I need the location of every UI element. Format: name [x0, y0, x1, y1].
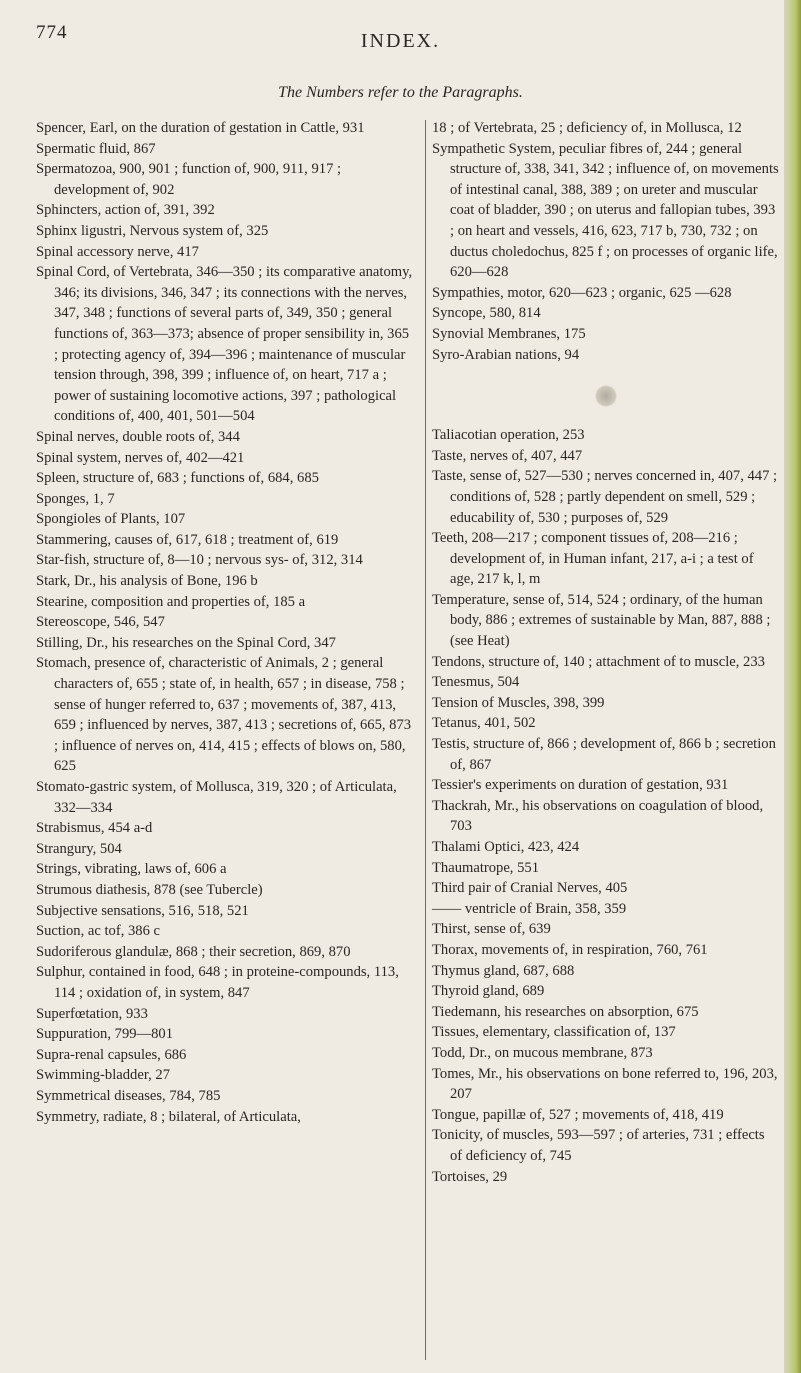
index-entry: Testis, structure of, 866 ; development of, 866 b ; secretion of, 867	[432, 736, 776, 773]
index-entry: Taliacotian operation, 253	[432, 427, 585, 444]
column-divider	[425, 120, 426, 1360]
index-entry: Spinal nerves, double roots of, 344	[36, 428, 240, 445]
right-index-column	[432, 118, 780, 1187]
index-entry: Thirst, sense of, 639	[432, 921, 551, 938]
index-entry: Spermatic fluid, 867	[36, 140, 156, 157]
index-entry: Thymus gland, 687, 688	[432, 962, 575, 979]
section-break	[432, 367, 780, 425]
ink-blot-mark	[595, 385, 617, 407]
index-entry: Syro-Arabian nations, 94	[432, 346, 580, 363]
index-entry: Sympathetic System, peculiar fibres of, 244 ; general structure of, 338, 341, 342 ; influence of, on movements of intestinal canal, 388, 389 ; on ureter and muscular coat of bladder, 390 ; on uterus and fallopian tubes, 393 ; on heart and vessels, 416, 623, 717 b, 730, 732 ; on ductus choledochus, 825 f ; on processes of organic life, 620—628	[432, 140, 779, 281]
index-entry: Sphincters, action of, 391, 392	[36, 202, 215, 219]
index-entry: Teeth, 208—217 ; component tissues of, 208—216 ; development of, in Human infant, 217, a-i ; a test of age, 217 k, l, m	[432, 530, 754, 588]
running-head: INDEX.	[360, 30, 441, 52]
index-entry: Stammering, causes of, 617, 618 ; treatment of, 619	[36, 531, 339, 548]
index-entry: Thalami Optici, 423, 424	[432, 839, 580, 855]
index-entry: Spencer, Earl, on the duration of gestation in Cattle, 931	[36, 120, 365, 136]
index-entry: Syncope, 580, 814	[432, 305, 541, 322]
right-column-s-entries	[432, 118, 780, 365]
index-entry: Tonicity, of muscles, 593—597 ; of arteries, 731 ; effects of deficiency of, 745	[432, 1127, 765, 1164]
index-entry: Stereoscope, 546, 547	[36, 614, 165, 631]
index-entry: Tension of Muscles, 398, 399	[432, 694, 605, 711]
index-entry: Tenesmus, 504	[432, 674, 520, 691]
index-entry: Third pair of Cranial Nerves, 405	[432, 880, 628, 897]
index-entry: Suppuration, 799—801	[36, 1026, 174, 1043]
index-entry: Spermatozoa, 900, 901 ; function of, 900, 911, 917 ; development of, 902	[36, 161, 342, 198]
index-entry: Strumous diathesis, 878 (see Tubercle)	[36, 881, 263, 898]
index-entry: Supra-renal capsules, 686	[36, 1046, 187, 1063]
index-entry: Strabismus, 454 a-d	[36, 820, 153, 837]
index-entry: Thaumatrope, 551	[432, 859, 539, 876]
index-entry: Sphinx ligustri, Nervous system of, 325	[36, 222, 269, 239]
index-entry: Tongue, papillæ of, 527 ; movements of, 418, 419	[432, 1106, 724, 1123]
index-entry: Stilling, Dr., his researches on the Spinal Cord, 347	[36, 634, 336, 651]
index-entry: Tortoises, 29	[432, 1168, 508, 1185]
index-entry: Todd, Dr., on mucous membrane, 873	[432, 1044, 653, 1061]
right-column-t-entries	[432, 425, 780, 1187]
index-entry: Spongioles of Plants, 107	[36, 511, 186, 528]
index-entry: Sponges, 1, 7	[36, 490, 115, 507]
index-entry: Symmetrical diseases, 784, 785	[36, 1087, 221, 1104]
index-entry: Tomes, Mr., his observations on bone referred to, 196, 203, 207	[432, 1065, 778, 1103]
left-index-column	[36, 118, 416, 1127]
index-entry: Thorax, movements of, in respiration, 760, 761	[432, 941, 708, 958]
index-entry: Suction, ac tof, 386 c	[36, 923, 161, 940]
index-entry: Superfœtation, 933	[36, 1005, 148, 1022]
index-entry: Spleen, structure of, 683 ; functions of, 684, 685	[36, 470, 319, 487]
index-entry: Spinal accessory nerve, 417	[36, 243, 199, 260]
index-entry: Taste, nerves of, 407, 447	[432, 447, 583, 464]
index-entry: Tetanus, 401, 502	[432, 715, 536, 732]
index-entry: Spinal system, nerves of, 402—421	[36, 449, 245, 466]
index-entry: Star-fish, structure of, 8—10 ; nervous sys- of, 312, 314	[36, 552, 363, 569]
index-entry: Subjective sensations, 516, 518, 521	[36, 902, 249, 919]
index-entry: Sulphur, contained in food, 648 ; in proteine-compounds, 113, 114 ; oxidation of, in system, 847	[36, 964, 399, 1001]
index-entry: Tissues, elementary, classification of, 137	[432, 1024, 676, 1041]
index-entry: Stearine, composition and properties of, 185 a	[36, 593, 306, 610]
index-entry: Tiedemann, his researches on absorption, 675	[432, 1003, 699, 1020]
index-entry: Spinal Cord, of Vertebrata, 346—350 ; its comparative anatomy, 346; its divisions, 346, 347 ; its connections with the nerves, 347, 348 ; functions of several parts of, 349, 350 ; general functions of, 363—373; absence of proper sensibility in, 365 ; protecting agency of, 394—396 ; maintenance of muscular tension through, 398, 399 ; influence of, on heart, 717 a ; power of sustaining locomotive actions, 397 ; pathological conditions of, 400, 401, 501—504	[36, 264, 413, 425]
page-edge	[784, 0, 801, 1373]
page-number: 774	[36, 22, 68, 43]
index-entry: Temperature, sense of, 514, 524 ; ordinary, of the human body, 886 ; extremes of sustainable by Man, 887, 888 ; (see Heat)	[432, 591, 771, 650]
index-entry: Synovial Membranes, 175	[432, 325, 586, 342]
index-entry: Swimming-bladder, 27	[36, 1067, 170, 1084]
index-entry: Strings, vibrating, laws of, 606 a	[36, 861, 227, 878]
index-subtitle: The Numbers refer to the Paragraphs.	[278, 84, 523, 101]
index-entry: Sudoriferous glandulæ, 868 ; their secretion, 869, 870	[36, 943, 351, 960]
index-entry: Symmetry, radiate, 8 ; bilateral, of Articulata,	[36, 1108, 301, 1125]
index-entry: Stomach, presence of, characteristic of Animals, 2 ; general characters of, 655 ; state of, in health, 657 ; in disease, 758 ; sense of hunger referred to, 637 ; movements of, 387, 413, 659 ; influenced by nerves, 387, 413 ; secretions of, 665, 873 ; influence of nerves on, 414, 415 ; effects of blows on, 580, 625	[36, 655, 412, 775]
index-entry: Sympathies, motor, 620—623 ; organic, 625 —628	[432, 284, 732, 301]
index-entry: Thackrah, Mr., his observations on coagulation of blood, 703	[432, 797, 764, 835]
index-entry: Thyroid gland, 689	[432, 983, 545, 1000]
index-entry: Taste, sense of, 527—530 ; nerves concerned in, 407, 447 ; conditions of, 528 ; partly dependent on smell, 529 ; educability of, 530 ; purposes of, 529	[432, 468, 778, 526]
index-entry: Tessier's experiments on duration of gestation, 931	[432, 777, 729, 794]
index-entry: Tendons, structure of, 140 ; attachment of to muscle, 233	[432, 653, 765, 670]
index-entry: Strangury, 504	[36, 840, 122, 857]
index-entry: —— ventricle of Brain, 358, 359	[432, 900, 627, 917]
index-entry: Stark, Dr., his analysis of Bone, 196 b	[36, 573, 258, 590]
index-entry: Stomato-gastric system, of Mollusca, 319, 320 ; of Articulata, 332—334	[36, 779, 397, 816]
index-entry: 18 ; of Vertebrata, 25 ; deficiency of, in Mollusca, 12	[432, 120, 742, 136]
